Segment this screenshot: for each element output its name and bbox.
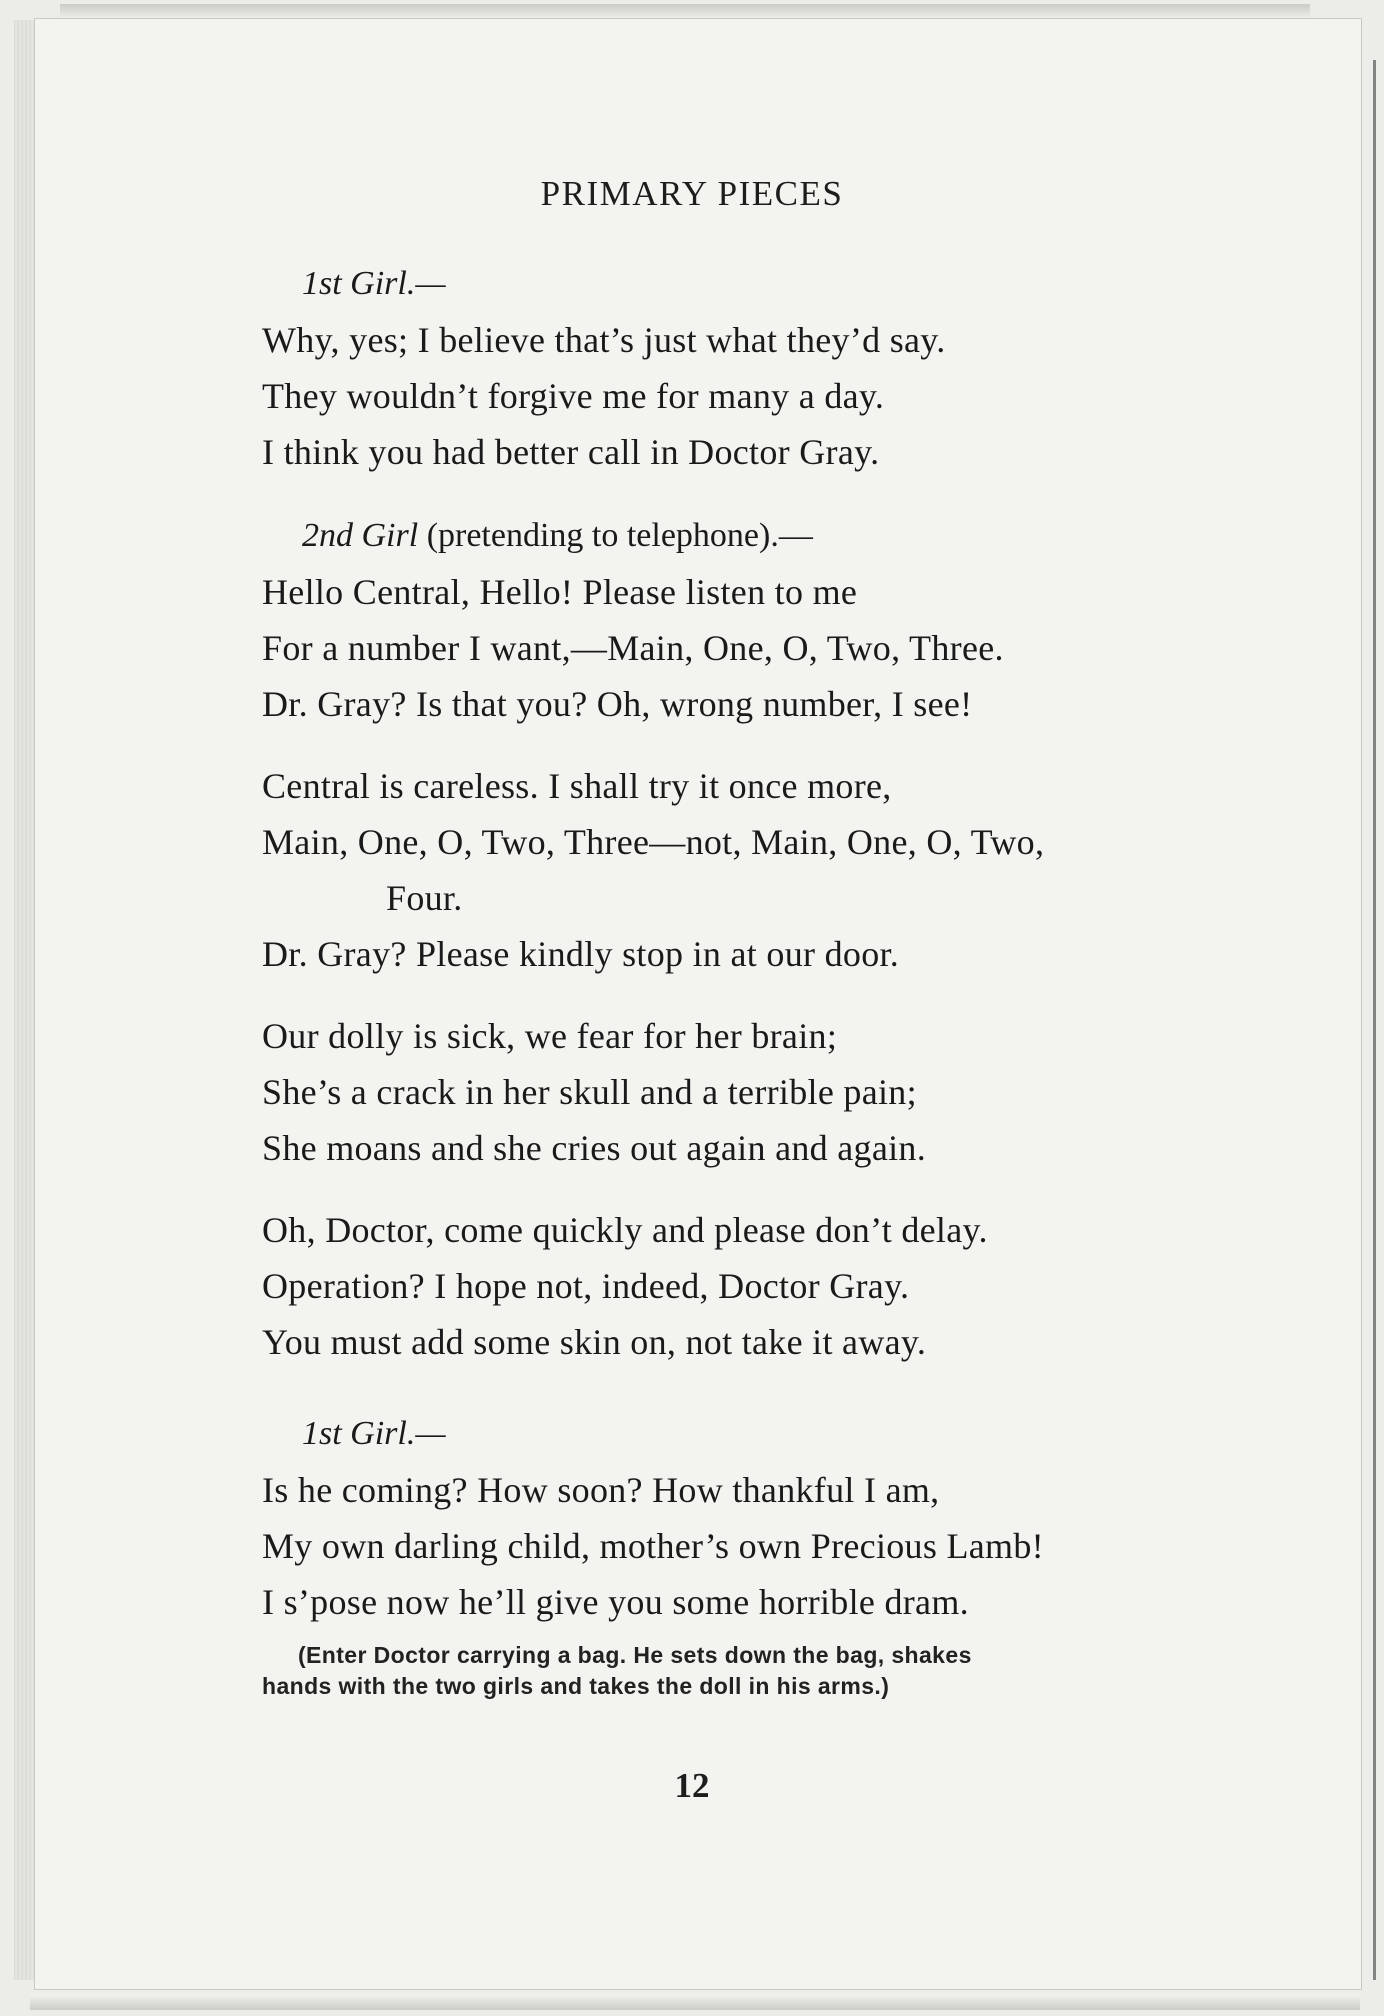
stage-direction-line: hands with the two girls and takes the doll in his arms.) — [262, 1673, 890, 1699]
verse-line: For a number I want,—Main, One, O, Two, Three. — [262, 628, 1004, 668]
speaker-name: 2nd Girl — [302, 517, 419, 554]
page-bottom-edge — [30, 1994, 1360, 2010]
stanza — [262, 564, 1262, 732]
verse-line: They wouldn’t forgive me for many a day. — [262, 376, 885, 416]
stage-direction — [262, 1640, 1262, 1702]
page-right-edge — [1373, 60, 1376, 1980]
verse-line: Central is careless. I shall try it once more, — [262, 766, 892, 806]
verse-line-continuation: Four. — [386, 878, 463, 918]
verse-line: Dr. Gray? Is that you? Oh, wrong number, I see! — [262, 684, 973, 724]
verse-line: Why, yes; I believe that’s just what they’d say. — [262, 320, 946, 360]
verse-line: Hello Central, Hello! Please listen to me — [262, 572, 858, 612]
verse-line: I think you had better call in Doctor Gray. — [262, 432, 880, 472]
page-left-edge — [14, 20, 36, 1980]
poem-text — [262, 256, 1262, 1702]
verse-line: Operation? I hope not, indeed, Doctor Gray. — [262, 1266, 910, 1306]
speaker-label — [262, 256, 1262, 312]
speaker-label — [262, 1406, 1262, 1462]
verse-line: Our dolly is sick, we fear for her brain; — [262, 1016, 838, 1056]
verse-line: Is he coming? How soon? How thankful I am, — [262, 1470, 940, 1510]
verse-line: She’s a crack in her skull and a terrible pain; — [262, 1072, 917, 1112]
page-top-edge — [60, 4, 1310, 18]
stage-direction-line: (Enter Doctor carrying a bag. He sets down the bag, shakes — [298, 1642, 972, 1668]
stanza — [262, 312, 1262, 480]
page-number: 12 — [674, 1766, 710, 1805]
verse-line: You must add some skin on, not take it away. — [262, 1322, 927, 1362]
running-head: PRIMARY PIECES — [540, 174, 844, 213]
stanza — [262, 1202, 1262, 1370]
verse-line: My own darling child, mother’s own Precious Lamb! — [262, 1526, 1044, 1566]
speaker-stage-note: (pretending to telephone).— — [426, 517, 813, 554]
stanza — [262, 758, 1262, 982]
verse-line: Dr. Gray? Please kindly stop in at our door. — [262, 934, 900, 974]
stanza — [262, 1008, 1262, 1176]
speaker-name: 1st Girl.— — [302, 1415, 446, 1452]
stanza — [262, 1462, 1262, 1630]
speaker-label — [262, 508, 1262, 564]
verse-line: I s’pose now he’ll give you some horrible dram. — [262, 1582, 969, 1622]
speaker-name: 1st Girl.— — [302, 265, 446, 302]
verse-line: Main, One, O, Two, Three—not, Main, One, O, Two, — [262, 822, 1045, 862]
verse-line: She moans and she cries out again and again. — [262, 1128, 927, 1168]
verse-line: Oh, Doctor, come quickly and please don’t delay. — [262, 1210, 988, 1250]
